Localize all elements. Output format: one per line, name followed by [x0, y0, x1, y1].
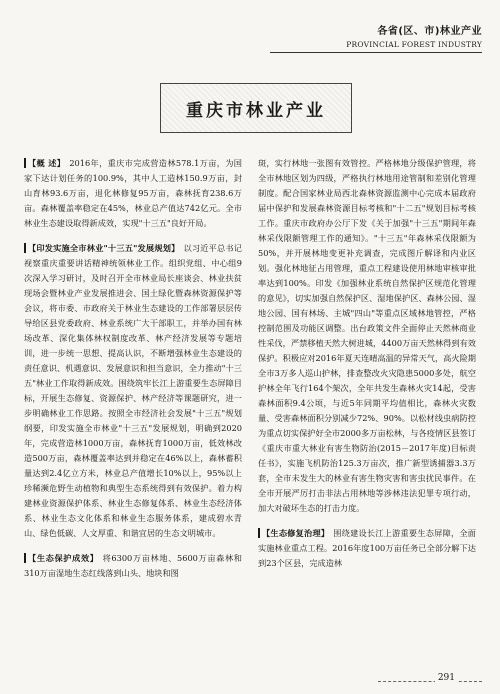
left-column: [24, 156, 242, 581]
section-heading-protection: 【生态保护成效】: [24, 553, 99, 563]
protection-paragraph: [24, 551, 242, 581]
plan-body: 以习近平总书记视察重庆重要讲话精神统领林业工作。组织党组、中心组9次深入学习研讨，及时召开全市林业局长座谈会、林业扶贫现场会暨林业产业发展推进会、国土绿化暨森林资源保护等会议，将市委、市政府关于林业生态建设的工作部署层层传导给区县党委政府、林业系统广大干部职工，并举办国有林场改革、深化集体林权制度改革、林产经济发展等专题培训，进一步统一思想、提高认识，不断增强林业生态建设的责任意识、机遇意识、发展意识和担当意识，全力推动"十三五"林业工作取得新成效。围绕筑牢长江上游重要生态屏障目标，开展生态修复、资源保护、林产经济等课题研究，进一步明确林业工作思路。按照全市经济社会发展"十三五"规划纲要，印发实施全市林业"十三五"发展规划，明确到2020年，完成营造林1000万亩，森林抚育1000万亩，低效林改造500万亩，森林覆盖率达到并稳定在46%以上，森林蓄积量达到2.4亿立方米，林业总产值增长10%以上，95%以上珍稀濒危野生动植物和典型生态系统得到有效保护。着力构建林业资源保护体系、林业生态修复体系、林业生态经济体系、林业生态文化体系和林业生态服务体系，建成碧水青山、绿色低碳、人文厚重、和谐宜居的生态文明城市。: [24, 243, 242, 538]
protection-continued-paragraph: 斑，实行林地一张图有效管控。严格林地分级保护管理，将全市林地区划为四级，严格执行林地用途管制和差别化管理制度。配合国家林业局西北森林资源监测中心完成本届政府届中保护和发展森林资源目标考核和"十二五"规划目标考核工作。重庆市政府办公厅下发《关于加强"十三五"期间年森林采伐限额管理工作的通知》。"十三五"年森林采伐限额为50%，并开展林地变更补充调查，完成图斤解译和内业区划。强化林地征占用管理，重点工程建设使用林地审核审批率达到100%。印发《加强林业系统自然保护区规范化管理的意见》，切实加强自然保护区、湿地保护区、森林公园、湿地公园、国有林场、主城"四山"等重点区域林地管控，严格控制范围及功能区调整。出台政策文件全面停止天然林商业性采伐，严禁移植天然大树进城，4400万亩天然林得到有效保护。积极应对2016年夏天连晴高温的异常天气，高火险期全市3万多人巡山护林，排查整改火灾隐患5000多处，航空护林全年飞行164个架次，全年共发生森林火灾14起，受害森林面积9.4公顷，与近5年同期平均值相比，森林火灾数量、受害森林面积分别减少72%、90%。以松材线虫病防控为重点切实保护好全市2000多万亩松林，与各疫情区县签订《重庆市重大林业有害生物防治(2015－2017年度)目标责任书》，实施飞机防治125.3万亩次，推广新型诱捕器3.3万套，全市未发生大的林业有害生物灾害和害虫扰民事件。在全市开展严厉打击非法占用林地等涉林违法犯罪专项行动，加大对破坏生态的打击力度。: [258, 158, 476, 513]
section-heading-restoration: 【生态修复治理】: [258, 528, 329, 538]
overview-body: 2016年，重庆市完成营造林578.1万亩，为国家下达计划任务的100.9%，其中人工造林150.9万亩，封山育林93.6万亩，退化林修复95万亩，森林抚育238.6万亩。森林覆盖率稳定在45%，林业总产值达742亿元。全市林业生态建设取得新成效，实现"十三五"良好开局。: [24, 158, 242, 228]
paragraph-gap: [258, 516, 476, 526]
footer-rule: [378, 681, 482, 682]
page-number: 291: [435, 673, 458, 683]
protection-body: 将6300万亩林地、5600万亩森林和310万亩湿地生态红线落到山头、地块和图: [24, 553, 242, 578]
header-section-en: PROVINCIAL FOREST INDUSTRY: [346, 40, 482, 49]
page-title: 重庆市林业产业: [186, 100, 326, 121]
title-box: [160, 83, 352, 133]
header-rule: [270, 52, 482, 53]
restoration-paragraph: [258, 526, 476, 571]
running-header: [346, 22, 482, 49]
section-heading-plan: 【印发实施全市林业"十三五"发展规划】: [24, 243, 179, 253]
paragraph-gap: [24, 231, 242, 241]
paragraph-gap: [24, 541, 242, 551]
section-heading-overview: 【概 述】: [24, 158, 65, 168]
right-column: [258, 156, 476, 571]
plan-paragraph: [24, 241, 242, 541]
header-section-cn: 各省(区、市)林业产业: [377, 26, 482, 37]
overview-paragraph: [24, 156, 242, 231]
restoration-body: 围绕建设长江上游重要生态屏障，全面实施林业重点工程。2016年度100万亩任务已全部分解下达到23个区县，完成造林: [258, 528, 476, 568]
